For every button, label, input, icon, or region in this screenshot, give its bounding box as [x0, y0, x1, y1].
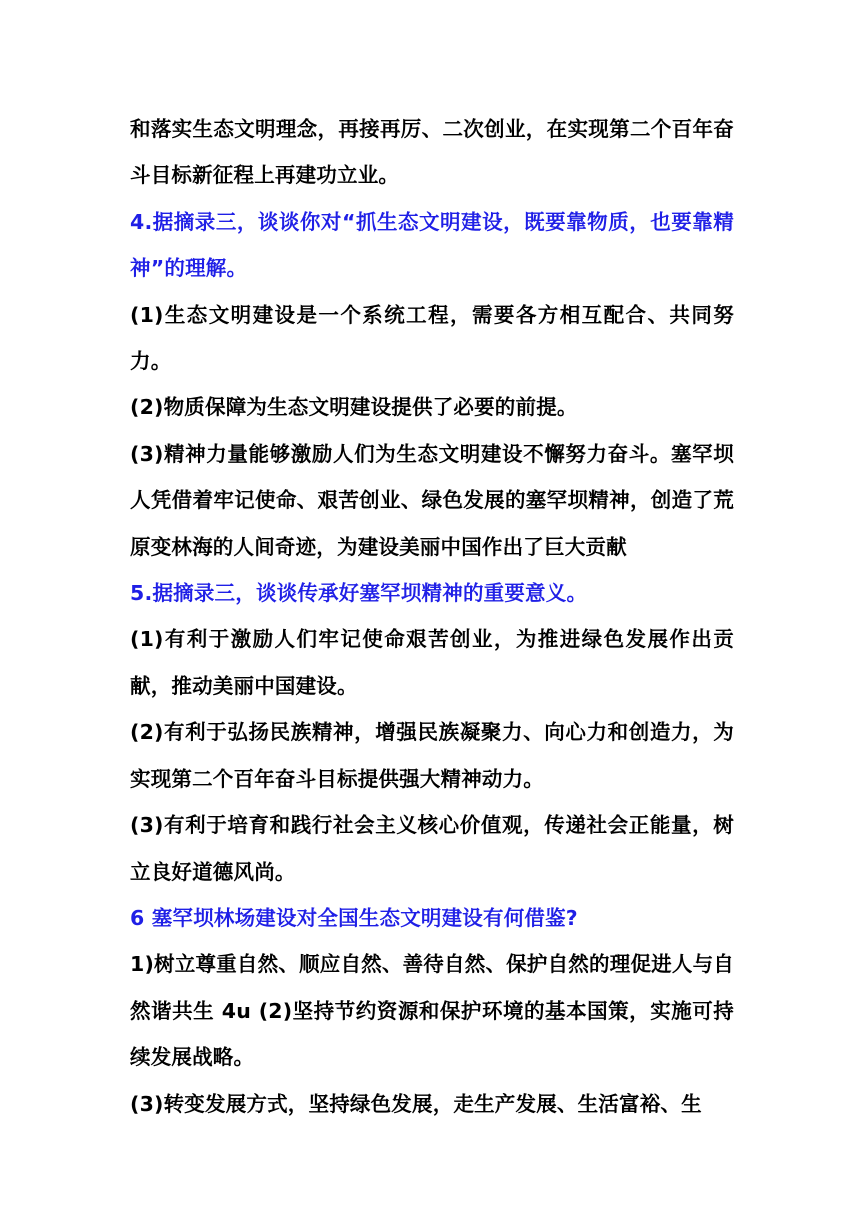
question-6-heading: 6 塞罕坝林场建设对全国生态文明建设有何借鉴?: [130, 905, 578, 930]
question-5-heading: 5.据摘录三，谈谈传承好塞罕坝精神的重要意义。: [130, 581, 588, 606]
answer-paragraph: 1)树立尊重自然、顺应自然、善待自然、保护自然的理促进人与自然谐共生 4u (2)坚持节约资源和保护环境的基本国策，实施可持续发展战略。: [130, 952, 734, 1070]
question-4-heading: 4.据摘录三，谈谈你对“抓生态文明建设，既要靠物质，也要靠精神”的理解。: [130, 209, 734, 281]
answer-paragraph: (1)生态文明建设是一个系统工程，需要各方相互配合、共同努力。: [130, 302, 734, 374]
answer-paragraph: (1)有利于激励人们牢记使命艰苦创业，为推进绿色发展作出贡献，推动美丽中国建设。: [130, 627, 734, 698]
answer-paragraph: (2)物质保障为生态文明建设提供了必要的前提。: [130, 395, 578, 420]
answer-paragraph: (3)精神力量能够激励人们为生态文明建设不懈努力奋斗。塞罕坝人凭借着牢记使命、艰苦创业、绿色发展的塞罕坝精神，创造了荒原变林海的人间奇迹，为建设美丽中国作出了巨大贡献: [130, 441, 734, 559]
document-body: [130, 106, 734, 1127]
answer-paragraph: (2)有利于弘扬民族精神，增强民族凝聚力、向心力和创造力，为实现第二个百年奋斗目标提供强大精神动力。: [130, 720, 734, 791]
answer-paragraph: 和落实生态文明理念，再接再厉、二次创业，在实现第二个百年奋斗目标新征程上再建功立业。: [130, 117, 734, 188]
answer-paragraph: (3)转变发展方式，坚持绿色发展，走生产发展、生活富裕、生: [130, 1091, 702, 1116]
answer-paragraph: (3)有利于培育和践行社会主义核心价值观，传递社会正能量，树立良好道德风尚。: [130, 813, 734, 884]
